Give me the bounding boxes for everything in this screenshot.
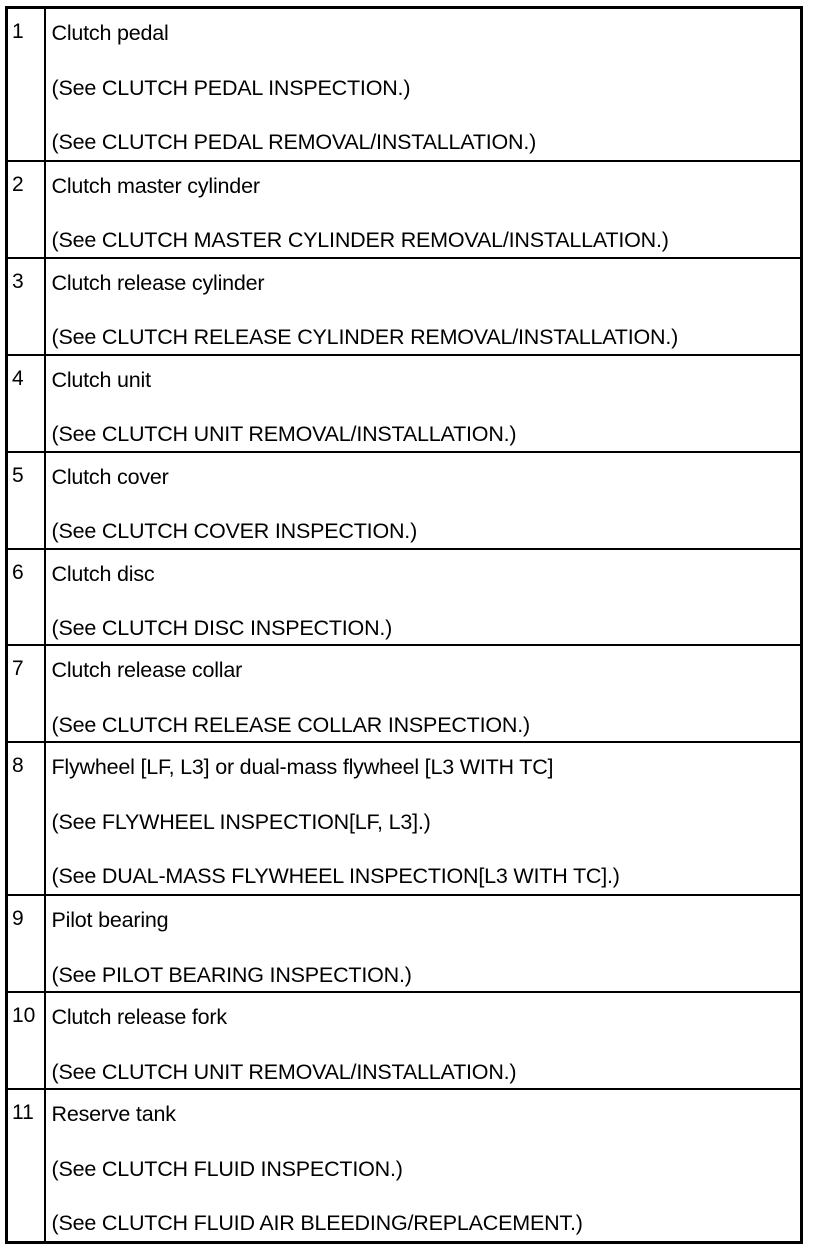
table-row	[7, 258, 802, 355]
parts-table	[5, 6, 803, 1244]
parts-table-body	[7, 8, 802, 1243]
table-row	[7, 355, 802, 452]
see-reference: (See PILOT BEARING INSPECTION.)	[51, 962, 412, 987]
item-number: 10	[7, 992, 45, 1089]
see-reference: (See CLUTCH COVER INSPECTION.)	[51, 519, 418, 544]
item-description-cell	[45, 258, 802, 355]
item-number: 5	[7, 452, 45, 549]
part-name: Clutch release cylinder	[51, 270, 265, 295]
item-description-cell	[45, 895, 802, 992]
see-reference: (See DUAL-MASS FLYWHEEL INSPECTION[L3 WITH TC].)	[51, 864, 620, 889]
item-number: 11	[7, 1089, 45, 1242]
item-number: 6	[7, 549, 45, 646]
part-name: Flywheel [LF, L3] or dual-mass flywheel [L3 WITH TC]	[51, 755, 554, 780]
part-name: Reserve tank	[51, 1102, 176, 1127]
item-number: 7	[7, 645, 45, 742]
item-description-cell	[45, 452, 802, 549]
table-row	[7, 161, 802, 258]
table-row	[7, 645, 802, 742]
table-row	[7, 8, 802, 161]
table-row	[7, 895, 802, 992]
table-row	[7, 992, 802, 1089]
table-row	[7, 452, 802, 549]
item-description-cell	[45, 645, 802, 742]
see-reference: (See CLUTCH UNIT REMOVAL/INSTALLATION.)	[51, 422, 517, 447]
see-reference: (See CLUTCH FLUID INSPECTION.)	[51, 1156, 403, 1181]
see-reference: (See FLYWHEEL INSPECTION[LF, L3].)	[51, 809, 431, 834]
item-description-cell	[45, 742, 802, 895]
item-description-cell	[45, 1089, 802, 1242]
see-reference: (See CLUTCH PEDAL INSPECTION.)	[51, 75, 411, 100]
item-description-cell	[45, 992, 802, 1089]
item-number: 3	[7, 258, 45, 355]
see-reference: (See CLUTCH RELEASE CYLINDER REMOVAL/INSTALLATION.)	[51, 325, 679, 350]
table-row	[7, 1089, 802, 1242]
see-reference: (See CLUTCH FLUID AIR BLEEDING/REPLACEMENT.)	[51, 1211, 583, 1236]
item-number: 2	[7, 161, 45, 258]
part-name: Clutch disc	[51, 561, 155, 586]
see-reference: (See CLUTCH MASTER CYLINDER REMOVAL/INSTALLATION.)	[51, 228, 669, 253]
part-name: Clutch pedal	[51, 21, 169, 45]
table-row	[7, 549, 802, 646]
see-reference: (See CLUTCH DISC INSPECTION.)	[51, 616, 393, 641]
see-reference: (See CLUTCH UNIT REMOVAL/INSTALLATION.)	[51, 1059, 517, 1084]
part-name: Clutch unit	[51, 367, 151, 392]
part-name: Pilot bearing	[51, 908, 169, 933]
item-description-cell	[45, 8, 802, 161]
item-description-cell	[45, 549, 802, 646]
table-row	[7, 742, 802, 895]
part-name: Clutch release collar	[51, 658, 243, 683]
item-number: 8	[7, 742, 45, 895]
item-number: 4	[7, 355, 45, 452]
part-name: Clutch master cylinder	[51, 173, 260, 198]
item-number: 9	[7, 895, 45, 992]
item-description-cell	[45, 161, 802, 258]
see-reference: (See CLUTCH RELEASE COLLAR INSPECTION.)	[51, 712, 530, 737]
see-reference: (See CLUTCH PEDAL REMOVAL/INSTALLATION.)	[51, 130, 537, 154]
item-number: 1	[7, 8, 45, 161]
item-description-cell	[45, 355, 802, 452]
part-name: Clutch cover	[51, 464, 169, 489]
part-name: Clutch release fork	[51, 1005, 227, 1030]
